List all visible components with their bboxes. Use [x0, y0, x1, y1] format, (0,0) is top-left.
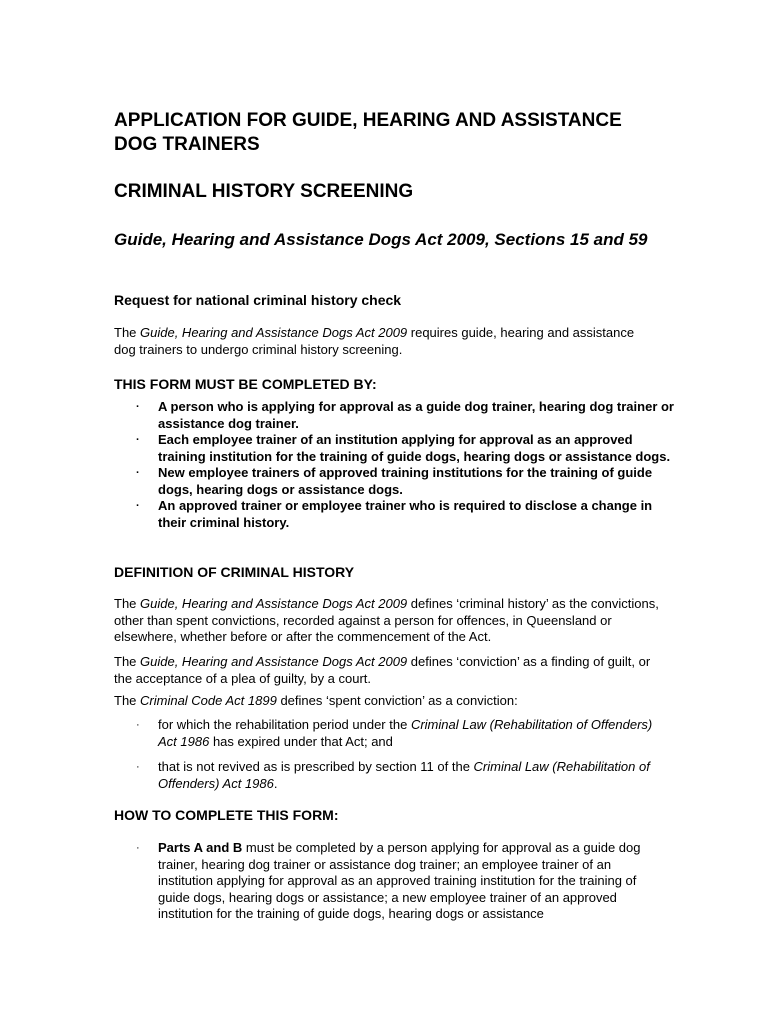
spent-conviction-list-2 — [114, 759, 654, 792]
intro-paragraph: The Guide, Hearing and Assistance Dogs Act 2009 requires guide, hearing and assistance dog trainers to undergo criminal history screening. — [114, 325, 635, 357]
definition-paragraph-3: The Criminal Code Act 1899 defines ‘spent conviction’ as a conviction: — [114, 693, 518, 708]
list-item: · A person who is applying for approval as a guide dog trainer, hearing dog trainer or assistance dog trainer. — [136, 399, 674, 431]
list-item: · that is not revived as is prescribed by section 11 of the Criminal Law (Rehabilitation of Offenders) Act 1986. — [136, 759, 650, 791]
definition-heading: DEFINITION OF CRIMINAL HISTORY — [114, 564, 355, 580]
list-item: · Each employee trainer of an institution applying for approval as an approved training institution for the training of guide dogs, hearing dogs or assistance dogs. — [136, 432, 671, 464]
request-heading: Request for national criminal history check — [114, 292, 402, 308]
how-to-heading: HOW TO COMPLETE THIS FORM: — [114, 807, 339, 823]
list-item: · Parts A and B must be completed by a person applying for approval as a guide dog trainer, hearing dog trainer or assistance dog trainer; an employee trainer of an institution applying for approval as an approved training institution for the training of guide dogs, hearing dogs or assistance; a new employee trainer of an approved institution for the training of guide dogs, hearing dogs or assistance — [136, 840, 641, 921]
list-item: · An approved trainer or employee trainer who is required to disclose a change in their criminal history. — [136, 498, 653, 530]
list-item: · New employee trainers of approved training institutions for the training of guide dogs, hearing dogs or assistance dogs. — [136, 465, 653, 497]
spent-conviction-list — [114, 717, 654, 750]
completed-by-heading: THIS FORM MUST BE COMPLETED BY: — [114, 376, 377, 392]
document-title — [114, 109, 674, 157]
title-line-2: DOG TRAINERS — [114, 134, 260, 155]
act-heading: Guide, Hearing and Assistance Dogs Act 2009, Sections 15 and 59 — [114, 230, 648, 249]
document-subtitle: CRIMINAL HISTORY SCREENING — [114, 181, 414, 202]
definition-paragraph-1: The Guide, Hearing and Assistance Dogs Act 2009 defines ‘criminal history’ as the convictions, other than spent convictions, recorded against a person for offences, in Queensland or elsewhere, whether before or after the commencement of the Act. — [114, 596, 659, 644]
definition-paragraph-2: The Guide, Hearing and Assistance Dogs Act 2009 defines ‘conviction’ as a finding of guilt, or the acceptance of a plea of guilty, by a court. — [114, 654, 651, 686]
list-item: · for which the rehabilitation period under the Criminal Law (Rehabilitation of Offenders) Act 1986 has expired under that Act; and — [136, 717, 653, 749]
completed-by-list — [114, 399, 674, 531]
title-line-1: APPLICATION FOR GUIDE, HEARING AND ASSISTANCE — [114, 110, 622, 131]
how-to-list — [114, 840, 644, 923]
